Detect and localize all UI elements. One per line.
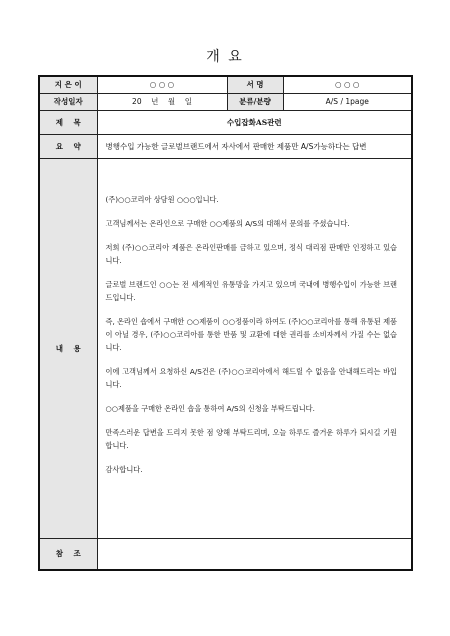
content-paragraph: (주)○○코리아 상담원 ○○○입니다. [105,194,219,204]
summary-form-table [38,75,413,571]
summary-label: 요 약 [39,134,97,158]
subject-value: 수입잡화AS관련 [97,110,412,134]
content-paragraph: 만족스러운 답변을 드리지 못한 점 양해 부탁드리며, 오늘 하루도 즐거운 하루가 되시길 기원합니다. [105,427,397,450]
document-title: 개 요 [206,49,244,65]
signature-label: 서 명 [227,76,283,93]
date-label: 작성일자 [39,93,97,110]
category-value: A/S / 1page [283,93,412,110]
content-paragraph: 감사합니다. [105,464,143,474]
author-value: ○ ○ ○ [97,76,227,93]
summary-row [39,134,412,158]
content-paragraph: 저희 (주)○○코리아 제품은 온라인판매를 금하고 있으며, 정식 대리점 판매만 인정하고 있습니다. [105,242,397,265]
subject-row [39,110,412,134]
content-paragraph: 이에 고객님께서 요청하신 A/S건은 (주)○○코리아에서 해드릴 수 없음을 안내해드리는 바입니다. [105,366,397,389]
author-label: 지 은 이 [39,76,97,93]
subject-label: 제 목 [39,110,97,134]
content-body [97,158,412,538]
reference-value [97,538,412,570]
content-paragraph: ○○제품을 구매한 온라인 숍을 통하여 A/S의 신청을 부탁드립니다. [105,403,315,413]
category-label: 분류/분량 [227,93,283,110]
content-label: 내 용 [39,158,97,538]
signature-value: ○ ○ ○ [283,76,412,93]
date-value: 20 년 월 일 [97,93,227,110]
reference-label: 참 조 [39,538,97,570]
reference-row [39,538,412,570]
summary-value: 병행수입 가능한 글로벌브랜드에서 자사에서 판매한 제품만 A/S가능하다는 답변 [97,134,412,158]
author-row [39,76,412,93]
date-row [39,93,412,110]
content-paragraph: 글로벌 브랜드인 ○○는 전 세계적인 유통망을 가지고 있으며 국내에 병행수입이 가능한 브랜드입니다. [105,279,397,302]
content-paragraph: 고객님께서는 온라인으로 구매한 ○○제품의 A/S의 대해서 문의를 주셨습니다. [105,218,350,228]
content-row [39,158,412,538]
content-paragraph: 즉, 온라인 숍에서 구매한 ○○제품이 ○○정품이라 하여도 (주)○○코리아를 통해 유통된 제품이 아닐 경우, (주)○○코리아를 통한 반품 및 교환에 대한 권리를 소비자께서 가질 수는 없습니다. [105,316,397,352]
